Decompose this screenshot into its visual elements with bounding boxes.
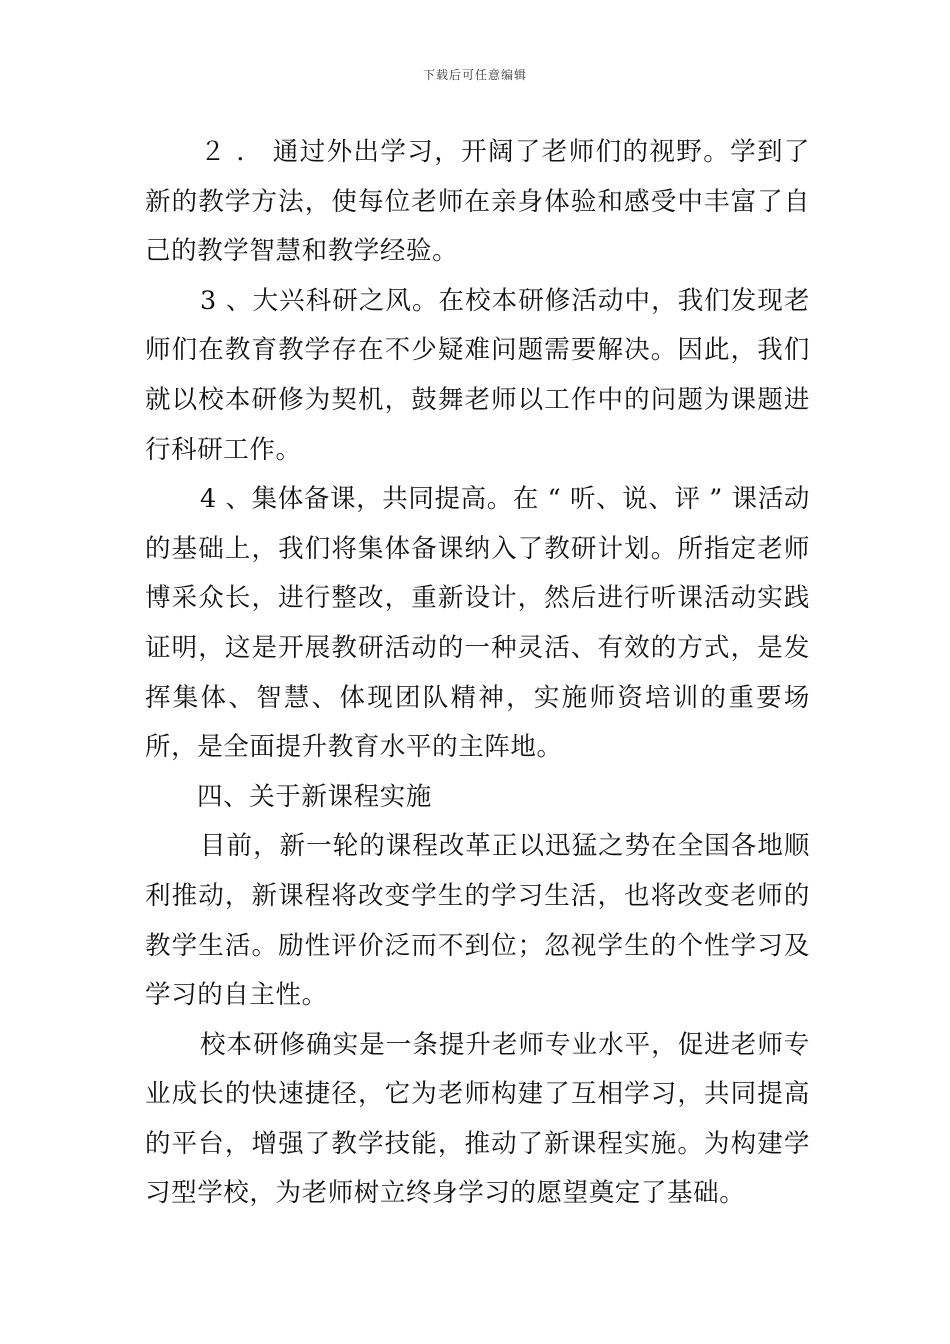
section-heading: 四、关于新课程实施 [197,781,432,812]
paragraph-item-3: 3 、大兴科研之风。在校本研修活动中，我们发现老师们在教育教学存在不少疑难问题需要解决。因此，我们就以校本研修为契机，鼓舞老师以工作中的问题为课题进行科研工作。 [145,285,810,465]
paragraph-item-4: 4 、集体备课，共同提高。在 “ 听、说、评 ” 课活动的基础上，我们将集体备课纳入了教研计划。所指定老师博采众长，进行整改，重新设计，然后进行听课活动实践证明，这是开展教研活动的一种灵活、有效的方式，是发挥集体、智慧、体现团队精神，实施师资培训的重要场所，是全面提升教育水平的主阵地。 [145,484,810,763]
page-header: 下载后可任意编辑 [422,68,527,82]
paragraph-new-curriculum: 目前，新一轮的课程改革正以迅猛之势在全国各地顺利推动，新课程将改变学生的学习生活，也将改变老师的教学生活。励性评价泛而不到位；忽视学生的个性学习及学习的自主性。 [145,831,810,1011]
paragraph-item-2: ２ ． 通过外出学习，开阔了老师们的视野。学到了新的教学方法，使每位老师在亲身体验和感受中丰富了自己的教学智慧和教学经验。 [145,137,810,267]
document-body [145,128,810,1219]
paragraph-conclusion: 校本研修确实是一条提升老师专业水平，促进老师专业成长的快速捷径，它为老师构建了互相学习，共同提高的平台，增强了教学技能，推动了新课程实施。为构建学习型学校，为老师树立终身学习的愿望奠定了基础。 [145,1029,810,1209]
